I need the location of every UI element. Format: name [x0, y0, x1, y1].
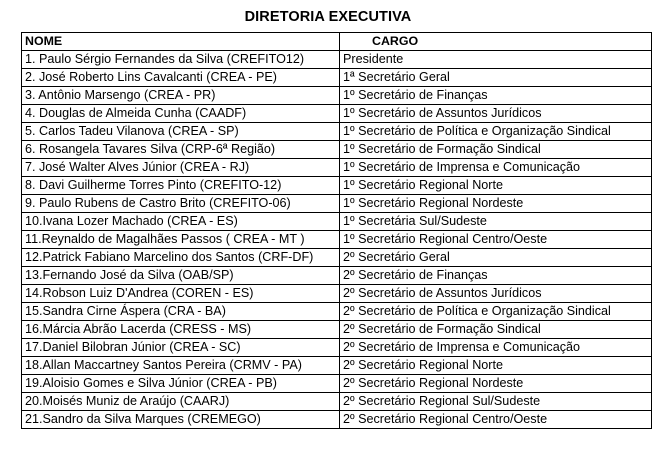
- member-name: 20.Moisés Muniz de Araújo (CAARJ): [22, 393, 340, 411]
- board-table: [21, 32, 652, 429]
- table-row: [22, 411, 652, 429]
- table-row: [22, 51, 652, 69]
- member-cargo: 1º Secretário de Formação Sindical: [340, 141, 652, 159]
- member-cargo: 2º Secretário Geral: [340, 249, 652, 267]
- member-name: 19.Aloisio Gomes e Silva Júnior (CREA - PB): [22, 375, 340, 393]
- table-row: [22, 357, 652, 375]
- table-row: [22, 249, 652, 267]
- member-name: 2. José Roberto Lins Cavalcanti (CREA - PE): [22, 69, 340, 87]
- member-name: 13.Fernando José da Silva (OAB/SP): [22, 267, 340, 285]
- member-cargo: 1º Secretário de Política e Organização Sindical: [340, 123, 652, 141]
- table-row: [22, 321, 652, 339]
- member-cargo: 2º Secretário de Formação Sindical: [340, 321, 652, 339]
- member-cargo: 2º Secretário Regional Sul/Sudeste: [340, 393, 652, 411]
- member-cargo: 1º Secretário Regional Centro/Oeste: [340, 231, 652, 249]
- table-row: [22, 285, 652, 303]
- member-cargo: 2º Secretário de Política e Organização Sindical: [340, 303, 652, 321]
- member-cargo: 2º Secretário Regional Nordeste: [340, 375, 652, 393]
- member-cargo: 1º Secretário de Imprensa e Comunicação: [340, 159, 652, 177]
- table-row: [22, 69, 652, 87]
- member-cargo: 2º Secretário de Imprensa e Comunicação: [340, 339, 652, 357]
- member-name: 9. Paulo Rubens de Castro Brito (CREFITO-06): [22, 195, 340, 213]
- member-name: 5. Carlos Tadeu Vilanova (CREA - SP): [22, 123, 340, 141]
- page-title: DIRETORIA EXECUTIVA: [244, 9, 412, 25]
- member-name: 8. Davi Guilherme Torres Pinto (CREFITO-12): [22, 177, 340, 195]
- table-row: [22, 213, 652, 231]
- member-name: 18.Allan Maccartney Santos Pereira (CRMV - PA): [22, 357, 340, 375]
- member-name: 16.Márcia Abrão Lacerda (CRESS - MS): [22, 321, 340, 339]
- member-name: 6. Rosangela Tavares Silva (CRP-6ª Região): [22, 141, 340, 159]
- member-name: 3. Antônio Marsengo (CREA - PR): [22, 87, 340, 105]
- member-cargo: 1º Secretário de Finanças: [340, 87, 652, 105]
- member-cargo: 2º Secretário de Assuntos Jurídicos: [340, 285, 652, 303]
- table-row: [22, 105, 652, 123]
- table-body: [22, 51, 652, 429]
- member-cargo: 1º Secretário de Assuntos Jurídicos: [340, 105, 652, 123]
- table-row: [22, 159, 652, 177]
- table-row: [22, 267, 652, 285]
- member-cargo: 1ª Secretário Geral: [340, 69, 652, 87]
- member-name: 15.Sandra Cirne Áspera (CRA - BA): [22, 303, 340, 321]
- member-cargo: 1º Secretária Sul/Sudeste: [340, 213, 652, 231]
- member-cargo: 1º Secretário Regional Nordeste: [340, 195, 652, 213]
- column-header-name: NOME: [22, 33, 340, 51]
- member-cargo: 2º Secretário Regional Centro/Oeste: [340, 411, 652, 429]
- table-row: [22, 195, 652, 213]
- member-name: 12.Patrick Fabiano Marcelino dos Santos (CRF-DF): [22, 249, 340, 267]
- member-name: 4. Douglas de Almeida Cunha (CAADF): [22, 105, 340, 123]
- member-cargo: Presidente: [340, 51, 652, 69]
- table-row: [22, 303, 652, 321]
- member-name: 11.Reynaldo de Magalhães Passos ( CREA - MT ): [22, 231, 340, 249]
- member-name: 21.Sandro da Silva Marques (CREMEGO): [22, 411, 340, 429]
- table-row: [22, 393, 652, 411]
- table-row: [22, 375, 652, 393]
- member-cargo: 1º Secretário Regional Norte: [340, 177, 652, 195]
- member-name: 10.Ivana Lozer Machado (CREA - ES): [22, 213, 340, 231]
- member-cargo: 2º Secretário Regional Norte: [340, 357, 652, 375]
- member-name: 14.Robson Luiz D'Andrea (COREN - ES): [22, 285, 340, 303]
- table-row: [22, 231, 652, 249]
- member-name: 1. Paulo Sérgio Fernandes da Silva (CREFITO12): [22, 51, 340, 69]
- member-cargo: 2º Secretário de Finanças: [340, 267, 652, 285]
- column-header-cargo: CARGO: [340, 33, 652, 51]
- member-name: 17.Daniel Bilobran Júnior (CREA - SC): [22, 339, 340, 357]
- table-header-row: [22, 33, 652, 51]
- table-row: [22, 141, 652, 159]
- table-row: [22, 87, 652, 105]
- member-name: 7. José Walter Alves Júnior (CREA - RJ): [22, 159, 340, 177]
- table-row: [22, 123, 652, 141]
- table-row: [22, 339, 652, 357]
- table-row: [22, 177, 652, 195]
